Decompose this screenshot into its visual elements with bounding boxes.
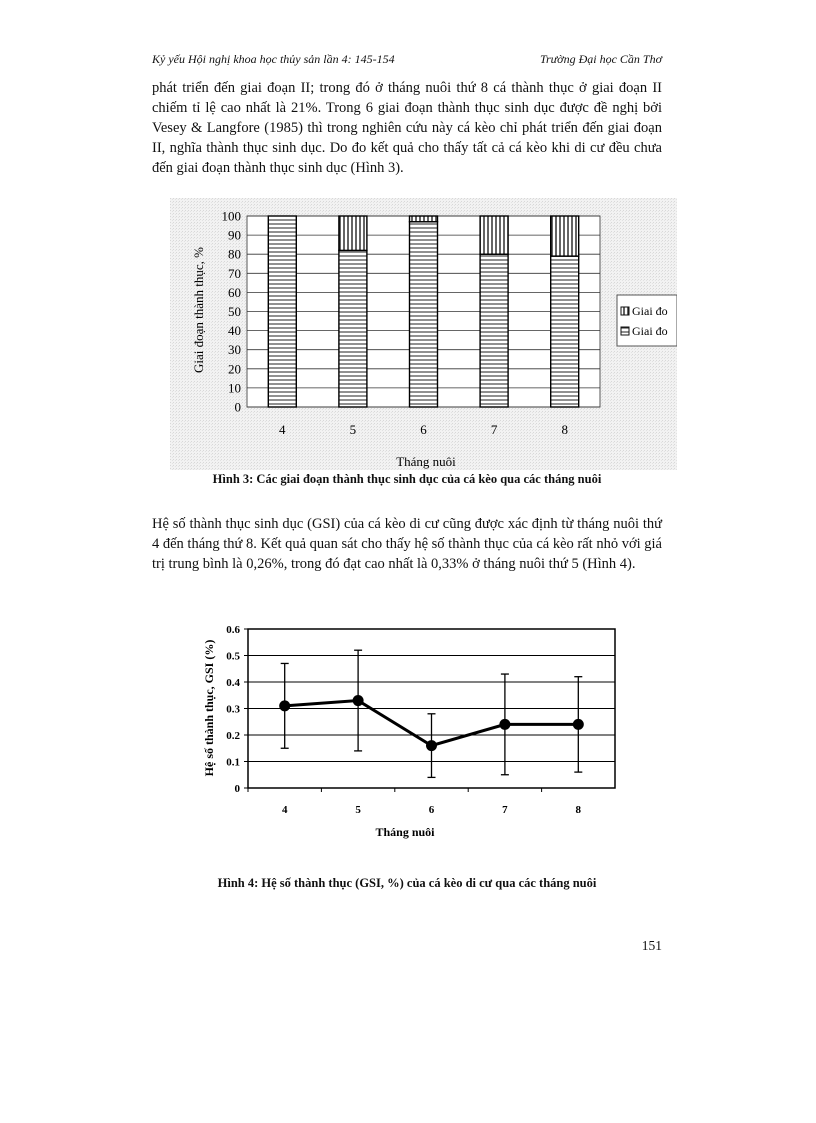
legend-swatch-vertical [621,307,629,315]
y-axis-title: Hệ số thành thục, GSI (%) [202,639,216,777]
y-tick-label: 0.6 [226,624,240,636]
x-tick-label: 5 [349,422,357,437]
paragraph-1 [152,78,662,178]
y-tick-label: 0.3 [226,703,240,716]
x-tick-label: 8 [575,804,582,816]
bar-segment-4-0 [268,216,296,407]
paragraph-2-text: Hệ số thành thục sinh dục (GSI) của cá kèo di cư cũng được xác định từ tháng nuôi thứ 4 đến tháng thứ 8. Kết quả quan sát cho thấy hệ số thành thục của cá kèo rất nhỏ với giá trị trung bình là 0,26%, trong đó đạt cao nhất là 0,33% ở tháng nuôi thứ 5 (Hình 4). [152,516,662,572]
paragraph-2 [152,514,662,574]
x-axis-title: Tháng nuôi [396,454,456,469]
y-tick-label: 20 [228,361,241,377]
figure-4-caption: Hình 4: Hệ số thành thục (GSI, %) của cá kèo di cư qua các tháng nuôi [217,876,597,890]
data-point-7 [499,719,510,730]
y-tick-label: 30 [228,342,241,358]
y-tick-label: 0 [234,399,241,415]
x-tick-label: 7 [502,804,508,816]
y-tick-label: 10 [228,380,241,396]
bar-segment-7-1 [480,216,508,254]
bar-segment-6-0 [410,222,438,407]
bar-segment-8-0 [551,256,579,407]
x-tick-label: 4 [281,804,288,816]
y-tick-label: 0.5 [226,650,240,663]
bar-segment-7-0 [480,254,508,407]
figure-3-caption: Hình 3: Các giai đoạn thành thục sinh dục của cá kèo qua các tháng nuôi [212,472,602,486]
x-tick-label: 4 [279,422,286,437]
x-tick-label: 7 [490,422,498,437]
y-tick-label: 0 [234,783,240,795]
legend-label-0: Giai đo [632,324,668,338]
x-tick-label: 5 [355,804,361,816]
data-point-4 [279,700,290,711]
x-tick-label: 6 [420,422,427,437]
y-tick-label: 0.2 [226,730,240,742]
y-tick-label: 90 [228,227,241,243]
data-point-5 [353,695,364,706]
page-number: 151 [641,938,662,953]
bar-segment-6-1 [410,216,438,222]
header-journal: Kỷ yếu Hội nghị khoa học thủy sản lần 4: 145-154 [152,52,395,66]
y-tick-label: 0.4 [226,677,240,689]
y-tick-label: 80 [228,246,241,262]
bar-segment-8-1 [551,216,579,256]
y-tick-label: 100 [221,208,241,224]
x-axis-title: Tháng nuôi [375,825,435,839]
bar-segment-5-1 [339,216,367,250]
figure-3-stacked-bar-chart [170,198,677,470]
y-tick-label: 60 [228,284,241,300]
y-axis-title: Giai đoạn thành thục, % [191,247,206,373]
legend [617,295,677,346]
data-point-6 [426,740,437,751]
data-point-8 [573,719,584,730]
y-tick-label: 40 [228,323,241,339]
legend-label-1: Giai đo [632,304,668,318]
paragraph-1-text: phát triển đến giai đoạn II; trong đó ở tháng nuôi thứ 8 cá thành thục ở giai đoạn II chiếm tỉ lệ cao nhất là 21%. Trong 6 giai đoạn thành thục sinh dục được đề nghị bởi Vesey & Langfore (1985) thì trong nghiên cứu này cá kèo chỉ phát triển đến giai đoạn II, nghĩa thành thục sinh dục. Do đo kết quả cho thấy tất cả cá kèo khi di cư đều chưa đến giai đoạn thành thục sinh dục (Hình 3). [152,80,662,176]
figure-4-line-chart [195,618,625,843]
bar-segment-5-0 [339,250,367,407]
y-tick-label: 50 [228,304,241,319]
legend-box [617,295,677,346]
y-tick-label: 70 [228,265,241,281]
y-tick-label: 0.1 [226,756,240,769]
legend-swatch-horizontal [621,327,629,335]
header-university: Trường Đại học Cần Thơ [539,52,662,66]
x-tick-label: 8 [561,422,568,437]
x-tick-label: 6 [428,804,435,816]
